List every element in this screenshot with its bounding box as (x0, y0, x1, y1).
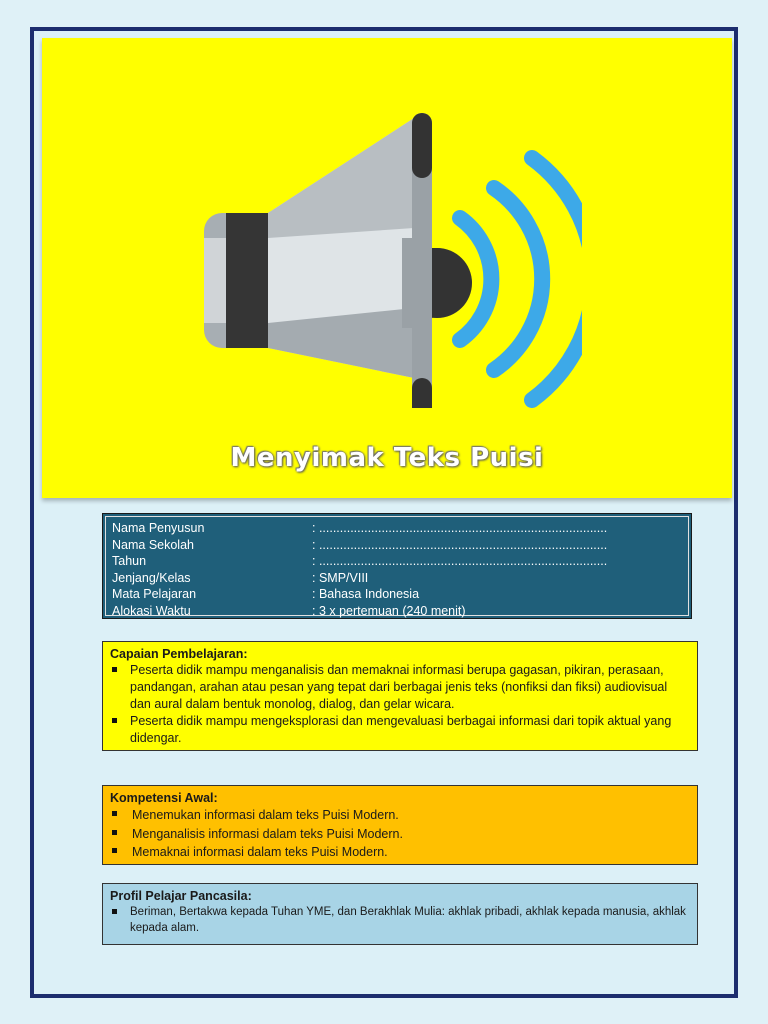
bullet-icon (112, 718, 117, 723)
capaian-pembelajaran-box (102, 641, 698, 751)
identity-label: Mata Pelajaran (112, 587, 197, 602)
capaian-title: Capaian Pembelajaran: (110, 647, 248, 661)
identity-value: : ................................................................................... (312, 537, 608, 552)
identity-label: Jenjang/Kelas (112, 570, 191, 585)
cover-title: Menyimak Teks Puisi (230, 443, 544, 473)
list-item: Menemukan informasi dalam teks Puisi Modern. (110, 806, 690, 825)
speaker-cap-highlight (204, 238, 226, 323)
identity-value: : Bahasa Indonesia (312, 587, 420, 602)
profil-list (110, 904, 690, 936)
kompetensi-awal-box (102, 785, 698, 865)
identity-value: : 3 x pertemuan (240 menit) (312, 603, 466, 618)
identity-row (112, 537, 682, 554)
identity-label: Nama Sekolah (112, 537, 194, 552)
speaker-rim-bottom (412, 378, 432, 408)
kompetensi-title: Kompetensi Awal: (110, 791, 218, 805)
identity-label: Alokasi Waktu (112, 603, 191, 618)
bullet-icon (112, 811, 117, 816)
page-frame (30, 27, 738, 998)
profil-pelajar-box (102, 883, 698, 945)
speaker-magnet (226, 213, 268, 348)
cover-panel (42, 38, 732, 498)
identity-row (112, 553, 682, 570)
identity-value: : SMP/VIII (312, 570, 369, 585)
identity-table (102, 513, 692, 619)
sound-wave-medium (494, 188, 542, 370)
identity-row (112, 586, 682, 603)
bullet-icon (112, 667, 117, 672)
bullet-icon (112, 830, 117, 835)
identity-label: Nama Penyusun (112, 521, 205, 535)
capaian-list (110, 662, 690, 747)
identity-row (112, 603, 682, 620)
identity-value: : ................................................................................... (312, 554, 608, 569)
bullet-icon (112, 848, 117, 853)
identity-row (112, 520, 682, 537)
list-item: Memaknai informasi dalam teks Puisi Modern. (110, 843, 690, 862)
list-item: Peserta didik mampu mengeksplorasi dan mengevaluasi berbagai informasi dari topik aktual yang didengar. (110, 713, 690, 747)
kompetensi-list (110, 806, 690, 862)
speaker-rim-top (412, 113, 432, 178)
list-item: Peserta didik mampu menganalisis dan memaknai informasi berupa gagasan, pikiran, perasaan, pandangan, arahan atau pesan yang tepat dari berbagai jenis teks (nonfiksi dan fiksi) audiovisual dan aural dalam bentuk monolog, dialog, dan gelar wicara. (110, 662, 690, 713)
speaker-icon (192, 78, 582, 408)
speaker-cone-top (268, 118, 414, 238)
profil-title: Profil Pelajar Pancasila: (110, 889, 252, 903)
list-item: Beriman, Bertakwa kepada Tuhan YME, dan Berakhlak Mulia: akhlak pribadi, akhlak kepada manusia, akhlak kepada alam. (110, 904, 690, 936)
bullet-icon (112, 909, 117, 914)
identity-label: Tahun (112, 554, 147, 569)
identity-row (112, 570, 682, 587)
identity-value: : ................................................................................... (312, 521, 608, 535)
list-item: Menganalisis informasi dalam teks Puisi Modern. (110, 825, 690, 844)
identity-table-inner (105, 516, 689, 616)
